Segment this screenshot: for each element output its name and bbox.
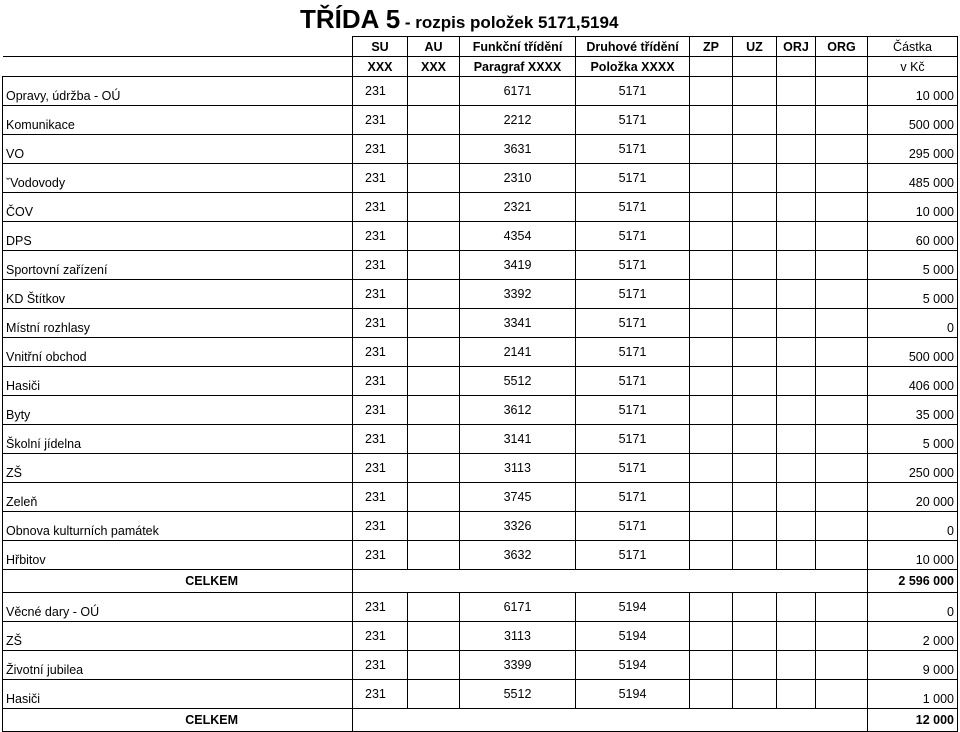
row-org bbox=[816, 251, 868, 280]
row-au bbox=[408, 622, 460, 651]
budget-table bbox=[2, 36, 958, 732]
row-su: 231 bbox=[353, 164, 408, 193]
row-polozka: 5194 bbox=[576, 622, 690, 651]
header-druhove: Druhové třídění bbox=[576, 37, 690, 57]
table-row bbox=[3, 454, 958, 483]
row-paragraf: 3632 bbox=[460, 541, 576, 570]
header-polozka: Položka XXXX bbox=[576, 57, 690, 77]
row-zp bbox=[690, 680, 733, 709]
row-castka: 20 000 bbox=[868, 483, 958, 512]
row-su: 231 bbox=[353, 425, 408, 454]
row-polozka: 5171 bbox=[576, 106, 690, 135]
row-su: 231 bbox=[353, 251, 408, 280]
header-au: AU bbox=[408, 37, 460, 57]
row-name: Hasiči bbox=[3, 680, 353, 709]
row-org bbox=[816, 541, 868, 570]
row-orj bbox=[777, 251, 816, 280]
row-orj bbox=[777, 77, 816, 106]
table-row bbox=[3, 222, 958, 251]
row-org bbox=[816, 309, 868, 338]
row-org bbox=[816, 106, 868, 135]
header-uz-code bbox=[733, 57, 777, 77]
table-row bbox=[3, 396, 958, 425]
row-orj bbox=[777, 106, 816, 135]
row-org bbox=[816, 425, 868, 454]
row-uz bbox=[733, 593, 777, 622]
row-polozka: 5171 bbox=[576, 135, 690, 164]
row-castka: 0 bbox=[868, 593, 958, 622]
total-label: CELKEM bbox=[3, 570, 353, 593]
total-amount: 12 000 bbox=[868, 709, 958, 732]
row-zp bbox=[690, 396, 733, 425]
row-uz bbox=[733, 541, 777, 570]
row-name: Opravy, údržba - OÚ bbox=[3, 77, 353, 106]
row-org bbox=[816, 193, 868, 222]
header-orj-code bbox=[777, 57, 816, 77]
row-au bbox=[408, 309, 460, 338]
row-name: KD Štítkov bbox=[3, 280, 353, 309]
row-su: 231 bbox=[353, 222, 408, 251]
row-orj bbox=[777, 309, 816, 338]
table-row bbox=[3, 77, 958, 106]
table-row bbox=[3, 651, 958, 680]
row-paragraf: 3113 bbox=[460, 454, 576, 483]
header-org-code bbox=[816, 57, 868, 77]
row-name: ČOV bbox=[3, 193, 353, 222]
row-uz bbox=[733, 396, 777, 425]
table-row bbox=[3, 512, 958, 541]
row-castka: 250 000 bbox=[868, 454, 958, 483]
row-zp bbox=[690, 512, 733, 541]
table-row bbox=[3, 280, 958, 309]
header-au-code: XXX bbox=[408, 57, 460, 77]
row-orj bbox=[777, 593, 816, 622]
row-su: 231 bbox=[353, 651, 408, 680]
row-polozka: 5171 bbox=[576, 77, 690, 106]
row-au bbox=[408, 396, 460, 425]
row-name: Věcné dary - OÚ bbox=[3, 593, 353, 622]
table-row bbox=[3, 164, 958, 193]
row-org bbox=[816, 396, 868, 425]
row-uz bbox=[733, 164, 777, 193]
row-zp bbox=[690, 541, 733, 570]
row-org bbox=[816, 651, 868, 680]
row-name: Hasiči bbox=[3, 367, 353, 396]
row-orj bbox=[777, 512, 816, 541]
row-castka: 35 000 bbox=[868, 396, 958, 425]
header-org: ORG bbox=[816, 37, 868, 57]
row-name: Životní jubilea bbox=[3, 651, 353, 680]
page-title bbox=[300, 4, 618, 34]
row-au bbox=[408, 135, 460, 164]
table-row bbox=[3, 309, 958, 338]
row-uz bbox=[733, 680, 777, 709]
row-paragraf: 3392 bbox=[460, 280, 576, 309]
row-org bbox=[816, 338, 868, 367]
row-castka: 5 000 bbox=[868, 425, 958, 454]
row-paragraf: 3745 bbox=[460, 483, 576, 512]
row-org bbox=[816, 77, 868, 106]
row-zp bbox=[690, 309, 733, 338]
row-au bbox=[408, 106, 460, 135]
row-org bbox=[816, 222, 868, 251]
row-au bbox=[408, 541, 460, 570]
header-uz: UZ bbox=[733, 37, 777, 57]
row-castka: 10 000 bbox=[868, 77, 958, 106]
row-name: Vnitřní obchod bbox=[3, 338, 353, 367]
row-uz bbox=[733, 193, 777, 222]
row-orj bbox=[777, 280, 816, 309]
row-orj bbox=[777, 425, 816, 454]
header-funkcni: Funkční třídění bbox=[460, 37, 576, 57]
row-polozka: 5171 bbox=[576, 164, 690, 193]
row-au bbox=[408, 251, 460, 280]
row-org bbox=[816, 280, 868, 309]
row-paragraf: 5512 bbox=[460, 367, 576, 396]
row-castka: 5 000 bbox=[868, 280, 958, 309]
row-polozka: 5171 bbox=[576, 454, 690, 483]
row-castka: 485 000 bbox=[868, 164, 958, 193]
row-paragraf: 6171 bbox=[460, 593, 576, 622]
row-zp bbox=[690, 622, 733, 651]
row-paragraf: 3341 bbox=[460, 309, 576, 338]
table-row bbox=[3, 483, 958, 512]
row-zp bbox=[690, 338, 733, 367]
table-row bbox=[3, 367, 958, 396]
row-au bbox=[408, 680, 460, 709]
row-castka: 5 000 bbox=[868, 251, 958, 280]
row-paragraf: 2321 bbox=[460, 193, 576, 222]
row-name: ZŠ bbox=[3, 622, 353, 651]
row-polozka: 5194 bbox=[576, 680, 690, 709]
row-name: VO bbox=[3, 135, 353, 164]
table-row bbox=[3, 541, 958, 570]
row-org bbox=[816, 622, 868, 651]
row-castka: 0 bbox=[868, 309, 958, 338]
row-uz bbox=[733, 338, 777, 367]
row-polozka: 5171 bbox=[576, 193, 690, 222]
header-row-1 bbox=[3, 37, 958, 57]
row-orj bbox=[777, 454, 816, 483]
header-zp-code bbox=[690, 57, 733, 77]
row-polozka: 5194 bbox=[576, 651, 690, 680]
row-name: Byty bbox=[3, 396, 353, 425]
row-au bbox=[408, 222, 460, 251]
total-row bbox=[3, 570, 958, 593]
row-castka: 10 000 bbox=[868, 541, 958, 570]
row-polozka: 5171 bbox=[576, 222, 690, 251]
row-su: 231 bbox=[353, 483, 408, 512]
total-label: CELKEM bbox=[3, 709, 353, 732]
table-row bbox=[3, 106, 958, 135]
row-paragraf: 2310 bbox=[460, 164, 576, 193]
header-zp: ZP bbox=[690, 37, 733, 57]
row-au bbox=[408, 164, 460, 193]
row-polozka: 5171 bbox=[576, 367, 690, 396]
row-castka: 406 000 bbox=[868, 367, 958, 396]
table-row bbox=[3, 425, 958, 454]
row-org bbox=[816, 512, 868, 541]
row-au bbox=[408, 280, 460, 309]
row-zp bbox=[690, 593, 733, 622]
row-su: 231 bbox=[353, 593, 408, 622]
row-uz bbox=[733, 622, 777, 651]
row-au bbox=[408, 454, 460, 483]
row-orj bbox=[777, 396, 816, 425]
row-orj bbox=[777, 541, 816, 570]
row-su: 231 bbox=[353, 622, 408, 651]
table-row bbox=[3, 622, 958, 651]
row-uz bbox=[733, 651, 777, 680]
table-row bbox=[3, 193, 958, 222]
row-paragraf: 2141 bbox=[460, 338, 576, 367]
row-uz bbox=[733, 106, 777, 135]
header-blank bbox=[3, 57, 353, 77]
row-paragraf: 3399 bbox=[460, 651, 576, 680]
row-paragraf: 4354 bbox=[460, 222, 576, 251]
row-name: ZŠ bbox=[3, 454, 353, 483]
row-zp bbox=[690, 77, 733, 106]
row-su: 231 bbox=[353, 396, 408, 425]
row-au bbox=[408, 593, 460, 622]
row-orj bbox=[777, 135, 816, 164]
row-paragraf: 2212 bbox=[460, 106, 576, 135]
row-polozka: 5171 bbox=[576, 251, 690, 280]
row-paragraf: 3612 bbox=[460, 396, 576, 425]
row-paragraf: 6171 bbox=[460, 77, 576, 106]
total-spacer bbox=[353, 570, 868, 593]
row-castka: 500 000 bbox=[868, 338, 958, 367]
row-polozka: 5171 bbox=[576, 425, 690, 454]
row-zp bbox=[690, 367, 733, 396]
row-uz bbox=[733, 425, 777, 454]
row-uz bbox=[733, 512, 777, 541]
row-castka: 0 bbox=[868, 512, 958, 541]
row-zp bbox=[690, 164, 733, 193]
row-org bbox=[816, 593, 868, 622]
row-paragraf: 3113 bbox=[460, 622, 576, 651]
row-name: Školní jídelna bbox=[3, 425, 353, 454]
row-zp bbox=[690, 454, 733, 483]
row-name: Sportovní zařízení bbox=[3, 251, 353, 280]
total-amount: 2 596 000 bbox=[868, 570, 958, 593]
row-name: Hřbitov bbox=[3, 541, 353, 570]
row-au bbox=[408, 651, 460, 680]
row-su: 231 bbox=[353, 280, 408, 309]
row-uz bbox=[733, 280, 777, 309]
row-uz bbox=[733, 77, 777, 106]
row-name: ˇVodovody bbox=[3, 164, 353, 193]
row-uz bbox=[733, 454, 777, 483]
row-au bbox=[408, 483, 460, 512]
table-row bbox=[3, 680, 958, 709]
row-uz bbox=[733, 222, 777, 251]
row-orj bbox=[777, 338, 816, 367]
table-row bbox=[3, 338, 958, 367]
row-uz bbox=[733, 309, 777, 338]
row-orj bbox=[777, 193, 816, 222]
row-name: Komunikace bbox=[3, 106, 353, 135]
table-row bbox=[3, 135, 958, 164]
title-main: TŘÍDA 5 bbox=[300, 4, 401, 34]
row-su: 231 bbox=[353, 680, 408, 709]
table-row bbox=[3, 251, 958, 280]
row-paragraf: 3419 bbox=[460, 251, 576, 280]
row-paragraf: 3631 bbox=[460, 135, 576, 164]
row-polozka: 5171 bbox=[576, 338, 690, 367]
row-su: 231 bbox=[353, 512, 408, 541]
title-sub: - rozpis položek 5171,5194 bbox=[400, 13, 619, 32]
row-zp bbox=[690, 651, 733, 680]
row-au bbox=[408, 367, 460, 396]
row-au bbox=[408, 193, 460, 222]
row-zp bbox=[690, 222, 733, 251]
row-zp bbox=[690, 251, 733, 280]
row-su: 231 bbox=[353, 77, 408, 106]
row-castka: 295 000 bbox=[868, 135, 958, 164]
row-au bbox=[408, 77, 460, 106]
row-polozka: 5194 bbox=[576, 593, 690, 622]
header-su: SU bbox=[353, 37, 408, 57]
row-polozka: 5171 bbox=[576, 541, 690, 570]
row-org bbox=[816, 680, 868, 709]
row-org bbox=[816, 135, 868, 164]
row-zp bbox=[690, 193, 733, 222]
row-paragraf: 3326 bbox=[460, 512, 576, 541]
row-au bbox=[408, 512, 460, 541]
row-castka: 500 000 bbox=[868, 106, 958, 135]
row-zp bbox=[690, 106, 733, 135]
row-paragraf: 3141 bbox=[460, 425, 576, 454]
row-zp bbox=[690, 135, 733, 164]
row-su: 231 bbox=[353, 309, 408, 338]
row-zp bbox=[690, 280, 733, 309]
row-name: Místní rozhlasy bbox=[3, 309, 353, 338]
header-su-code: XXX bbox=[353, 57, 408, 77]
row-su: 231 bbox=[353, 106, 408, 135]
total-row bbox=[3, 709, 958, 732]
row-su: 231 bbox=[353, 135, 408, 164]
header-unit: v Kč bbox=[868, 57, 958, 77]
table-row bbox=[3, 593, 958, 622]
total-spacer bbox=[353, 709, 868, 732]
row-au bbox=[408, 338, 460, 367]
header-blank bbox=[3, 37, 353, 57]
row-paragraf: 5512 bbox=[460, 680, 576, 709]
row-su: 231 bbox=[353, 193, 408, 222]
row-su: 231 bbox=[353, 338, 408, 367]
header-row-2 bbox=[3, 57, 958, 77]
row-castka: 1 000 bbox=[868, 680, 958, 709]
row-uz bbox=[733, 251, 777, 280]
row-orj bbox=[777, 164, 816, 193]
row-orj bbox=[777, 680, 816, 709]
row-castka: 2 000 bbox=[868, 622, 958, 651]
row-uz bbox=[733, 135, 777, 164]
row-orj bbox=[777, 622, 816, 651]
row-su: 231 bbox=[353, 454, 408, 483]
row-org bbox=[816, 454, 868, 483]
row-castka: 60 000 bbox=[868, 222, 958, 251]
row-orj bbox=[777, 367, 816, 396]
row-au bbox=[408, 425, 460, 454]
row-orj bbox=[777, 651, 816, 680]
row-uz bbox=[733, 367, 777, 396]
row-orj bbox=[777, 483, 816, 512]
header-orj: ORJ bbox=[777, 37, 816, 57]
row-castka: 9 000 bbox=[868, 651, 958, 680]
row-castka: 10 000 bbox=[868, 193, 958, 222]
row-org bbox=[816, 164, 868, 193]
row-zp bbox=[690, 483, 733, 512]
row-uz bbox=[733, 483, 777, 512]
row-name: DPS bbox=[3, 222, 353, 251]
row-org bbox=[816, 483, 868, 512]
row-name: Obnova kulturních památek bbox=[3, 512, 353, 541]
row-zp bbox=[690, 425, 733, 454]
row-polozka: 5171 bbox=[576, 280, 690, 309]
header-paragraf: Paragraf XXXX bbox=[460, 57, 576, 77]
row-polozka: 5171 bbox=[576, 396, 690, 425]
row-polozka: 5171 bbox=[576, 512, 690, 541]
header-castka: Částka bbox=[868, 37, 958, 57]
row-name: Zeleň bbox=[3, 483, 353, 512]
row-polozka: 5171 bbox=[576, 309, 690, 338]
row-polozka: 5171 bbox=[576, 483, 690, 512]
row-org bbox=[816, 367, 868, 396]
row-su: 231 bbox=[353, 367, 408, 396]
row-su: 231 bbox=[353, 541, 408, 570]
row-orj bbox=[777, 222, 816, 251]
